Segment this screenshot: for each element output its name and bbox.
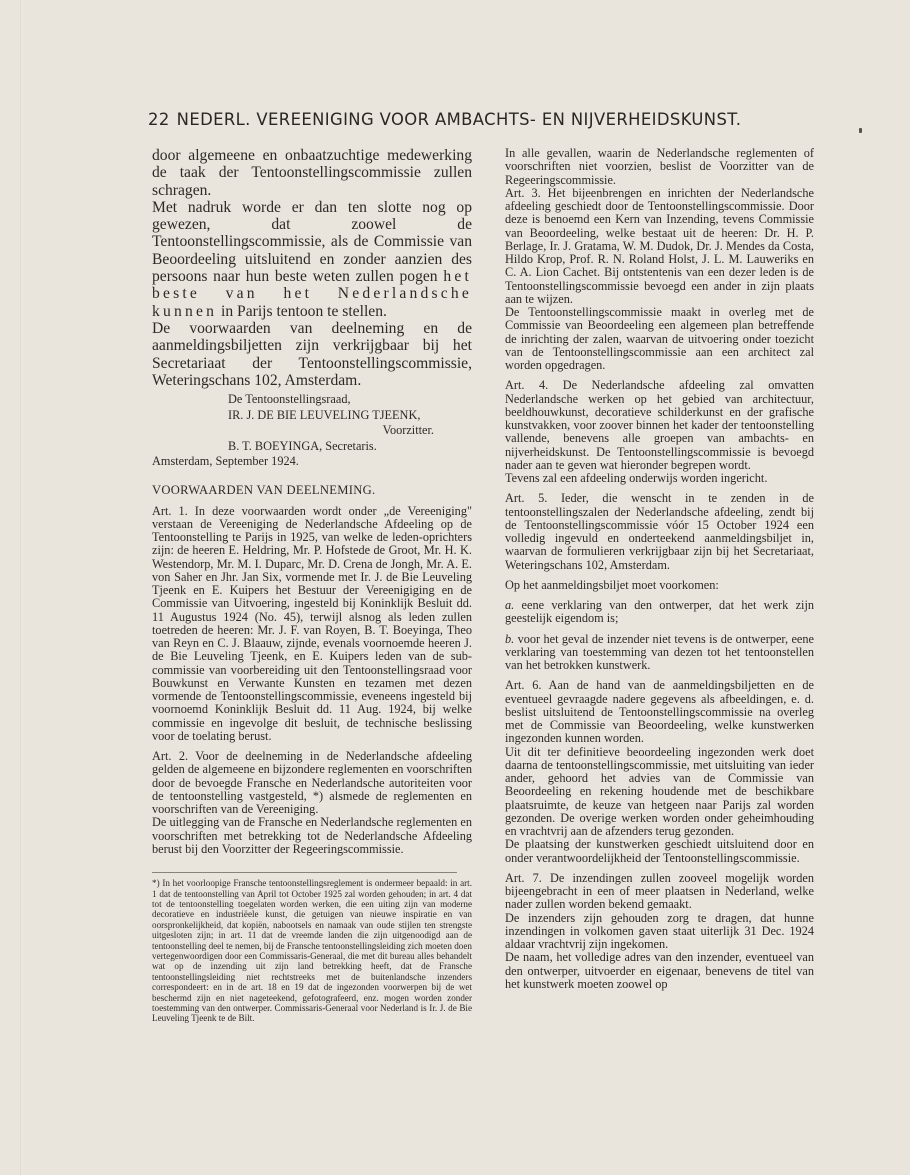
article-3: Art. 3. Het bijeenbrengen en inrichten der Nederlandsche afdeeling geschiedt door de Tentoonstellingscommissie. Door deze is benoemd een Kern van Inzending, tevens Commissie van Beoordeeling, welke bestaat uit de heeren: Dr. H. P. Berlage, Ir. J. Gratama, W. M. Dudok, Dr. J. Mendes da Costa, Hildo Krop, Prof. R. N. Roland Holst, J. L. M. Lauweriks en C. A. Lion Cachet. Bij ontstentenis van een dezer leden is de Tentoonstellingscommissie bevoegd een ander in zijn plaats aan te wijzen. bbox=[505, 185, 814, 306]
footnote-rule bbox=[152, 872, 457, 873]
requirement-b-text: voor het geval de inzender niet tevens is de ontwerper, eene verklaring van toestemming van dezen tot het tentoonstellen van het betrokken kunstwerk. bbox=[505, 631, 814, 672]
signature-block bbox=[152, 392, 472, 470]
article-6-selection: Uit dit ter definitieve beoordeeling ingezonden werk doet daarna de tentoonstellingscommissie, met uitsluiting van ieder ander, gehoord het advies van de Commissie van Beoordeeling en rekening houdende met de beschikbare plaatsruimte, de keuze van hetgeen naar Parijs zal worden gezonden. De overige werken worden onder geheimhouding en vrachtvrij aan de afzenders terug gezonden. bbox=[505, 744, 814, 838]
page-fold-shadow bbox=[20, 0, 22, 1175]
page-number: 22 bbox=[148, 110, 170, 129]
signature-date: Amsterdam, September 1924. bbox=[152, 454, 299, 469]
right-column bbox=[505, 147, 814, 991]
left-column bbox=[152, 147, 472, 1024]
article-2: Art. 2. Voor de deelneming in de Nederlandsche afdeeling gelden de algemeene en bijzondere reglementen en voorschriften door de bevoegde Fransche en Nederlandsche autoriteiten voor de tentoonstelling vastgesteld, *) alsmede de reglementen en voorschriften van de Vereeniging. bbox=[152, 749, 472, 817]
section-heading: VOORWAARDEN VAN DEELNEMING. bbox=[152, 482, 376, 497]
article-6: Art. 6. Aan de hand van de aanmeldingsbiljetten en de eventueel gevraagde nadere gegevens als afbeeldingen, e. d. beslist uitsluitend de Tentoonstellingscommissie na overleg met de Commissie van Beoordeeling, welke kunstwerken ingezonden kunnen worden. bbox=[505, 678, 814, 746]
article-4: Art. 4. De Nederlandsche afdeeling zal omvatten Nederlandsche werken op het gebied van architectuur, beeldhouwkunst, decoratieve schilderkunst en der grafische kunstvakken, voor zoover binnen het kader der tentoonstelling vallende, benevens alle groepen van ambachts- en nijverheidskunst. De Tentoonstellingscommissie is bevoegd nader aan te geven wat hieronder begrepen wordt. bbox=[505, 378, 814, 472]
ink-speck bbox=[859, 128, 862, 133]
article-6-placement: De plaatsing der kunstwerken geschiedt uitsluitend door en onder verantwoordelijkheid der Tentoonstellingscommissie. bbox=[505, 837, 814, 865]
paragraph-emphasis-start: Met nadruk worde er dan ten slotte nog op gewezen, dat zoowel de Tentoonstellingscommissie, als de Commissie van Beoordeeling uitsluitend en zonder aanzien des persoons naar hun beste weten zullen pogen bbox=[152, 198, 472, 286]
signature-secretary: B. T. BOEYINGA, Secretaris. bbox=[228, 438, 377, 453]
header-title: NEDERL. VEREENIGING VOOR AMBACHTS- EN NIJVERHEIDSKUNST. bbox=[176, 110, 742, 129]
running-header bbox=[148, 110, 788, 129]
requirement-b bbox=[505, 633, 814, 673]
article-1: Art. 1. In deze voorwaarden wordt onder „de Vereeniging" verstaan de Vereeniging de Nederlandsche Afdeeling op de Tentoonstelling te Parijs in 1925, van welke de leden-oprichters zijn: de heeren E. Heldring, Mr. P. Hofstede de Groot, Mr. H. K. Westendorp, Mr. M. I. Duparc, Mr. D. Crena de Jongh, Mr. A. E. von Saher en Jhr. Jan Six, vormende met Ir. J. de Bie Leuveling Tjeenk en E. Kuipers het Bestuur der Vereenigiging en de Commissie van Uitvoering, ingesteld bij Koninklijk Besluit dd. 11 Augustus 1924 (No. 45), terwijl alsnog als leden zullen toetreden de heeren: Mr. J. F. van Royen, B. T. Boeyinga, Theo van Reyn en C. J. Blaauw, zijnde, evenals voornoemde heeren J. de Bie Leuveling Tjeenk, en E. Kuipers leden van de sub-commissie van voorbereiding uit den Tentoonstellingsraad voor Bouwkunst en Verwante Kunsten en tezamen met dezen vormende de Tentoonstellingscommissie, eveneens ingesteld bij voornoemd Koninklijk Besluit dd. 11 Aug. 1924, bij welke commissie en ingevolge dit besluit, de technische beslissing voor de toelating berust. bbox=[152, 503, 472, 743]
requirement-a bbox=[505, 599, 814, 626]
requirement-a-marker: a. bbox=[505, 598, 515, 612]
paragraph-intro-end: door algemeene en onbaatzuchtige medewerking de taak der Tentoonstellingscommissie zullen schragen. bbox=[152, 147, 472, 199]
spaced-emphasis: het beste van het Nederlandsche kunnen bbox=[152, 268, 472, 320]
article-7-labels: De naam, het volledige adres van den inzender, eventueel van den ontwerper, uitvoerder en eigenaar, benevens de titel van het kunstwerk moeten zoowel op bbox=[505, 950, 814, 991]
signature-chairman-name: IR. J. DE BIE LEUVELING TJEENK, bbox=[228, 407, 421, 422]
paragraph-availability: De voorwaarden van deelneming en de aanmeldingsbiljetten zijn verkrijgbaar bij het Secretariaat der Tentoonstellingscommissie, Weteringschans 102, Amsterdam. bbox=[152, 319, 472, 389]
article-4-education: Tevens zal een afdeeling onderwijs worden ingericht. bbox=[505, 471, 768, 485]
article-2-interpretation: De uitlegging van de Fransche en Nederlandsche reglementen en voorschriften met betrekking tot de Nederlandsche Afdeeling berust bij den Voorzitter der Regeeringscommissie. bbox=[152, 815, 472, 856]
footnote: *) In het voorloopige Fransche tentoonstellingsreglement is ondermeer bepaald: in art. 1 dat de tentoonstelling van April tot October 1925 zal worden gehouden; in art. 4 dat tot de tentoonstelling toegelaten worden werken, die een uiting zijn van moderne decoratieve en industriëele kunst, die getuigen van nieuwe inspiratie en van oorspronkelijkheid, dat kopiën, nabootsels en namaak van oude stijlen ten strengste uitgesloten zijn; in art. 11 dat de vreemde landen die zijn uitgenoodigd aan de tentoonstelling deel te nemen, bij de Fransche tentoonstellingsleiding zich moeten doen vertegenwoordigen door een Commissaris-Generaal, die met dit bureau alles behandelt wat op de inzending uit zijn land betrekking heeft, dat de Fransche tentoonstellingsleiding niet rechtstreeks met de buitenlandsche inzenders correspondeert: en in de art. 18 en 19 dat de ingezonden voorwerpen bij de wet beschermd zijn en niet nageteekend, gefotografeerd, enz. mogen worden zonder toestemming van den ontwerper. Commissaris-Generaal voor Nederland is Ir. J. de Bie Leuveling Tjeenk te de Bilt. bbox=[152, 878, 472, 1024]
article-3-plan: De Tentoonstellingscommissie maakt in overleg met de Commissie van Beoordeeling een algemeen plan betreffende de inrichting der zalen, waarvan de uitvoering onder toezicht van de Tentoonstellingscommissie aan een architect zal worden opgedragen. bbox=[505, 305, 814, 372]
requirement-a-text: eene verklaring van den ontwerper, dat het werk zijn geestelijk eigendom is; bbox=[505, 598, 815, 626]
signature-chairman-title: Voorzitter. bbox=[382, 423, 434, 438]
requirement-b-marker: b. bbox=[505, 631, 515, 646]
paragraph-emphasis bbox=[152, 199, 472, 320]
paragraph-emphasis-end: in Parijs tentoon te stellen. bbox=[221, 302, 387, 320]
article-2-continuation: In alle gevallen, waarin de Nederlandsche reglementen of voorschriften niet voorzien, beslist de Voorzitter van de Regeeringscommissie. bbox=[505, 146, 814, 187]
registration-requirements: Op het aanmeldingsbiljet moet voorkomen: bbox=[505, 577, 719, 592]
article-7: Art. 7. De inzendingen zullen zooveel mogelijk worden bijeengebracht in een of meer plaatsen in Nederland, welke nader zullen worden bekend gemaakt. bbox=[505, 870, 814, 912]
article-5: Art. 5. Ieder, die wenscht in te zenden in de tentoonstellingszalen der Nederlandsche afdeeling, zendt bij de Tentoonstellingscommissie vóór 15 October 1924 een volledig ingevuld en onderteekend aanmeldingsbiljet in, waarvan de formulieren verkrijgbaar zijn bij het Secretariaat, Weteringschans 102, Amsterdam. bbox=[505, 491, 814, 572]
article-7-deadline: De inzenders zijn gehouden zorg te dragen, dat hunne inzendingen in volkomen gaven staat uiterlijk 31 Dec. 1924 aldaar vrachtvrij zijn ingekomen. bbox=[505, 910, 814, 951]
signature-council: De Tentoonstellingsraad, bbox=[228, 392, 351, 407]
